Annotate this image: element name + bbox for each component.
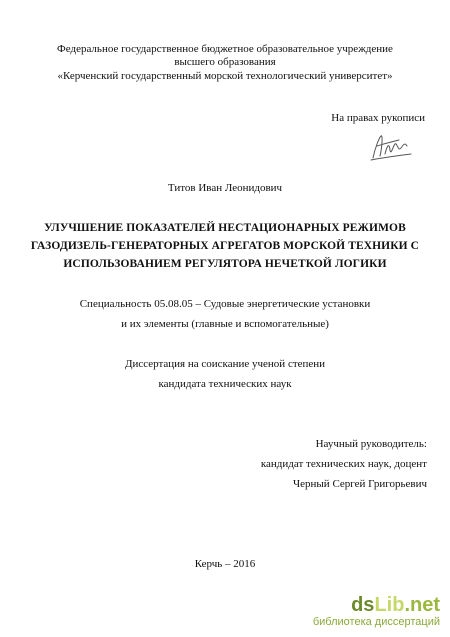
supervisor-name: Черный Сергей Григорьевич [293,478,427,490]
specialty-line-2: и их элементы (главные и вспомогательные) [121,318,329,330]
supervisor-degree: кандидат технических наук, доцент [260,458,427,470]
handwritten-signature [365,128,415,168]
author-name: Титов Иван Леонидович [167,182,283,194]
place-year: Керчь – 2016 [194,558,256,570]
manuscript-note: На правах рукописи [331,112,425,124]
dslib-subtitle: библиотека диссертаций [312,616,440,628]
institution-line-2: высшего образования [174,56,276,68]
degree-line-1: Диссертация на соискание ученой степени [124,358,326,370]
institution-line-1: Федеральное государственное бюджетное образовательное учреждение [57,43,393,55]
specialty-line-1: Специальность 05.08.05 – Судовые энергетические установки [79,298,371,310]
institution-line-3: «Керченский государственный морской технологический университет» [57,70,393,82]
title-line-2: ГАЗОДИЗЕЛЬ-ГЕНЕРАТОРНЫХ АГРЕГАТОВ МОРСКОЙ ТЕХНИКИ С [30,240,420,252]
title-line-3: ИСПОЛЬЗОВАНИЕМ РЕГУЛЯТОРА НЕЧЕТКОЙ ЛОГИКИ [63,258,387,270]
supervisor-label: Научный руководитель: [315,438,427,450]
degree-line-2: кандидата технических наук [158,378,292,390]
dslib-logo: dsLib.net [351,594,440,616]
title-line-1: УЛУЧШЕНИЕ ПОКАЗАТЕЛЕЙ НЕСТАЦИОНАРНЫХ РЕЖИМОВ [44,222,406,234]
dslib-watermark [313,594,440,629]
